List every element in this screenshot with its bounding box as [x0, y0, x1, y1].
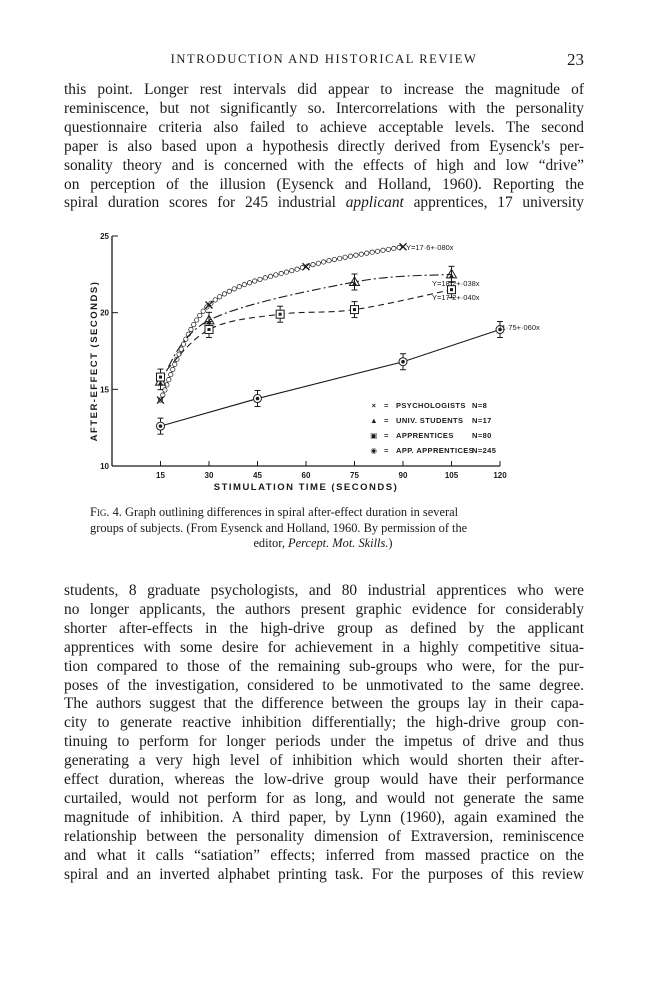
data-point	[256, 397, 260, 401]
legend-equals: =	[384, 401, 389, 410]
series-circle	[222, 292, 226, 296]
series-circle	[189, 327, 193, 331]
text-line: tion compared to those of the remaining sub-groups who were, for the pur-	[64, 657, 584, 675]
emphasis: applicant	[345, 194, 404, 212]
text-line: this point. Longer rest intervals did appear to increase the magnitude of	[64, 81, 584, 98]
legend-equals: =	[384, 416, 389, 425]
legend-symbol: ▲	[370, 416, 378, 425]
x-tick-label: 45	[253, 471, 262, 480]
series-circle	[232, 287, 236, 291]
page-number: 23	[567, 50, 584, 69]
series-circle	[258, 277, 262, 281]
series-circle	[348, 254, 352, 258]
data-point	[353, 308, 356, 311]
series-circle	[321, 260, 325, 264]
data-point	[450, 288, 453, 291]
legend-label: UNIV. STUDENTS	[396, 416, 464, 425]
legend-equals: =	[384, 446, 389, 455]
x-tick-label: 60	[301, 471, 311, 480]
y-tick-label: 15	[100, 385, 109, 395]
series-circle	[375, 249, 379, 253]
x-tick-label: 105	[444, 471, 459, 480]
series-circle	[338, 256, 342, 260]
text-line: poses of the investigation, considered to be unmotivated to the same degree.	[64, 676, 584, 694]
legend-count: N=17	[472, 416, 492, 425]
running-title: INTRODUCTION AND HISTORICAL REVIEW	[170, 52, 478, 66]
series-circle	[381, 248, 385, 252]
legend-count: N=80	[472, 431, 492, 440]
fit-equation: Y=18·2+·038x	[432, 279, 480, 288]
text-line: tinuing to perform for longer periods under the impetus of drive and thus	[64, 733, 584, 751]
caption-line: groups of subjects. (From Eysenck and Holland, 1960. By permission of the	[90, 520, 468, 535]
text-line: reminiscence, but not significantly so. Intercorrelations with the personality	[64, 99, 584, 117]
x-tick-label: 120	[493, 471, 507, 480]
series-circle	[365, 251, 369, 255]
caption-line: Graph outlining differences in spiral after-effect duration in several	[125, 505, 459, 519]
series-circle	[213, 298, 217, 302]
series-circle	[237, 285, 241, 289]
series-circle	[198, 313, 202, 317]
legend-label: PSYCHOLOGISTS	[396, 401, 466, 410]
series-circle	[201, 309, 205, 313]
text-line: questionnaire criteria also failed to achieve acceptable levels. The second	[64, 118, 584, 136]
y-axis-title: AFTER-EFFECT (SECONDS)	[89, 280, 100, 442]
y-tick-label: 25	[100, 232, 109, 241]
text-line: The authors suggest that the difference between the groups lay in their capa-	[64, 695, 584, 713]
text-line: and what it calls “satiation” effects; inferred from massed practice on the	[64, 846, 584, 864]
series-line	[161, 290, 452, 377]
text-line: no longer applicants, the authors present graphic evidence for considerably	[64, 600, 584, 618]
series-circle	[316, 261, 320, 265]
series-circle	[370, 250, 374, 254]
series-line	[161, 274, 452, 381]
text-line: spiral and an inverted alphabet printing task. For the purposes of this review	[64, 865, 584, 883]
series-circle	[284, 270, 288, 274]
series-circle	[332, 257, 336, 261]
data-point	[159, 376, 162, 379]
legend-symbol: ◉	[370, 446, 378, 455]
data-point	[279, 313, 282, 316]
y-tick-label: 10	[100, 462, 109, 471]
x-tick-label: 90	[398, 471, 408, 480]
legend-count: N=8	[472, 401, 488, 410]
x-axis-title: STIMULATION TIME (SECONDS)	[213, 482, 399, 493]
series-circle	[218, 295, 222, 299]
series-circle	[392, 246, 396, 250]
series-circle	[311, 262, 315, 266]
series-line	[161, 247, 404, 400]
series-circle	[295, 267, 299, 271]
series-circle	[263, 276, 267, 280]
legend-equals: =	[384, 431, 389, 440]
caption-line: )	[388, 536, 393, 551]
paragraph-bottom	[64, 582, 584, 885]
series-circle	[327, 259, 331, 263]
caption-line: editor,	[253, 536, 289, 551]
figure-label: Fig. 4.	[90, 505, 122, 519]
series-circle	[194, 318, 198, 322]
series-circle	[279, 271, 283, 275]
legend-label: APPRENTICES	[396, 431, 454, 440]
text-line: generating a very high level of inhibition which would shorten their after-	[64, 752, 584, 770]
text-line: on perception of the illusion (Eysenck and Holland, 1960). Reporting the	[64, 175, 584, 193]
text-line: effect duration, whereas the low-drive group would have their performance	[64, 771, 584, 789]
data-point	[159, 424, 163, 428]
text-line: students, 8 graduate psychologists, and 80 industrial apprentices who were	[64, 582, 584, 599]
series-circle	[192, 322, 196, 326]
series-line	[161, 330, 501, 427]
data-point	[352, 281, 357, 286]
series-circle	[268, 274, 272, 278]
data-point	[208, 328, 211, 331]
legend-symbol: ▣	[370, 431, 378, 440]
text-line: relationship between the personality dimension of Extraversion, reminiscence	[64, 827, 584, 845]
series-circle	[359, 252, 363, 256]
series-circle	[253, 279, 257, 283]
fit-equation: Y=17·2+·040x	[432, 293, 480, 302]
series-circle	[290, 268, 294, 272]
text-line: shorter after-effects in the high-drive group as defined by the applicant	[64, 619, 584, 637]
series-circle	[173, 362, 177, 366]
series-circle	[386, 247, 390, 251]
series-circle	[247, 281, 251, 285]
series-circle	[242, 282, 246, 286]
series-circle	[169, 372, 173, 376]
legend-count: N=245	[472, 446, 497, 455]
series-circle	[161, 393, 165, 397]
text-line: spiral duration scores for 245 industrial applicant apprentices, 17 university	[64, 194, 584, 212]
figure-caption	[90, 505, 556, 552]
series-circle	[274, 273, 278, 277]
series-circle	[227, 289, 231, 293]
series-circle	[171, 367, 175, 371]
text-line: apprentices with some desire for achievement in a highly competitive situa-	[64, 638, 584, 656]
fit-equation: 11·75+·060x	[498, 323, 540, 332]
series-circle	[343, 255, 347, 259]
text-line: sonality theory and is concerned with the effects of high and low “drive”	[64, 156, 584, 174]
legend-symbol: ×	[371, 401, 377, 410]
legend-label: APP. APPRENTICES	[396, 446, 475, 455]
x-tick-label: 15	[156, 471, 165, 480]
text-line: paper is also based upon a hypothesis directly derived from Eysenck's per-	[64, 137, 584, 155]
data-point	[401, 360, 405, 364]
text-line: curtailed, would not perform for as long, and would not generate the same	[64, 789, 584, 807]
text-line: city to generate reactive inhibition differentially; the high-drive group con-	[64, 714, 584, 732]
x-tick-label: 75	[350, 471, 359, 480]
text-line: magnitude of inhibition. A third paper, by Lynn (1960), again examined the	[64, 808, 584, 826]
fit-equation: Y=17·6+·080x	[406, 243, 454, 252]
series-circle	[354, 253, 358, 257]
journal-name: Percept. Mot. Skills.	[288, 536, 389, 551]
y-tick-label: 20	[100, 308, 109, 318]
series-circle	[181, 342, 185, 346]
series-circle	[167, 378, 171, 382]
x-tick-label: 30	[204, 471, 214, 480]
